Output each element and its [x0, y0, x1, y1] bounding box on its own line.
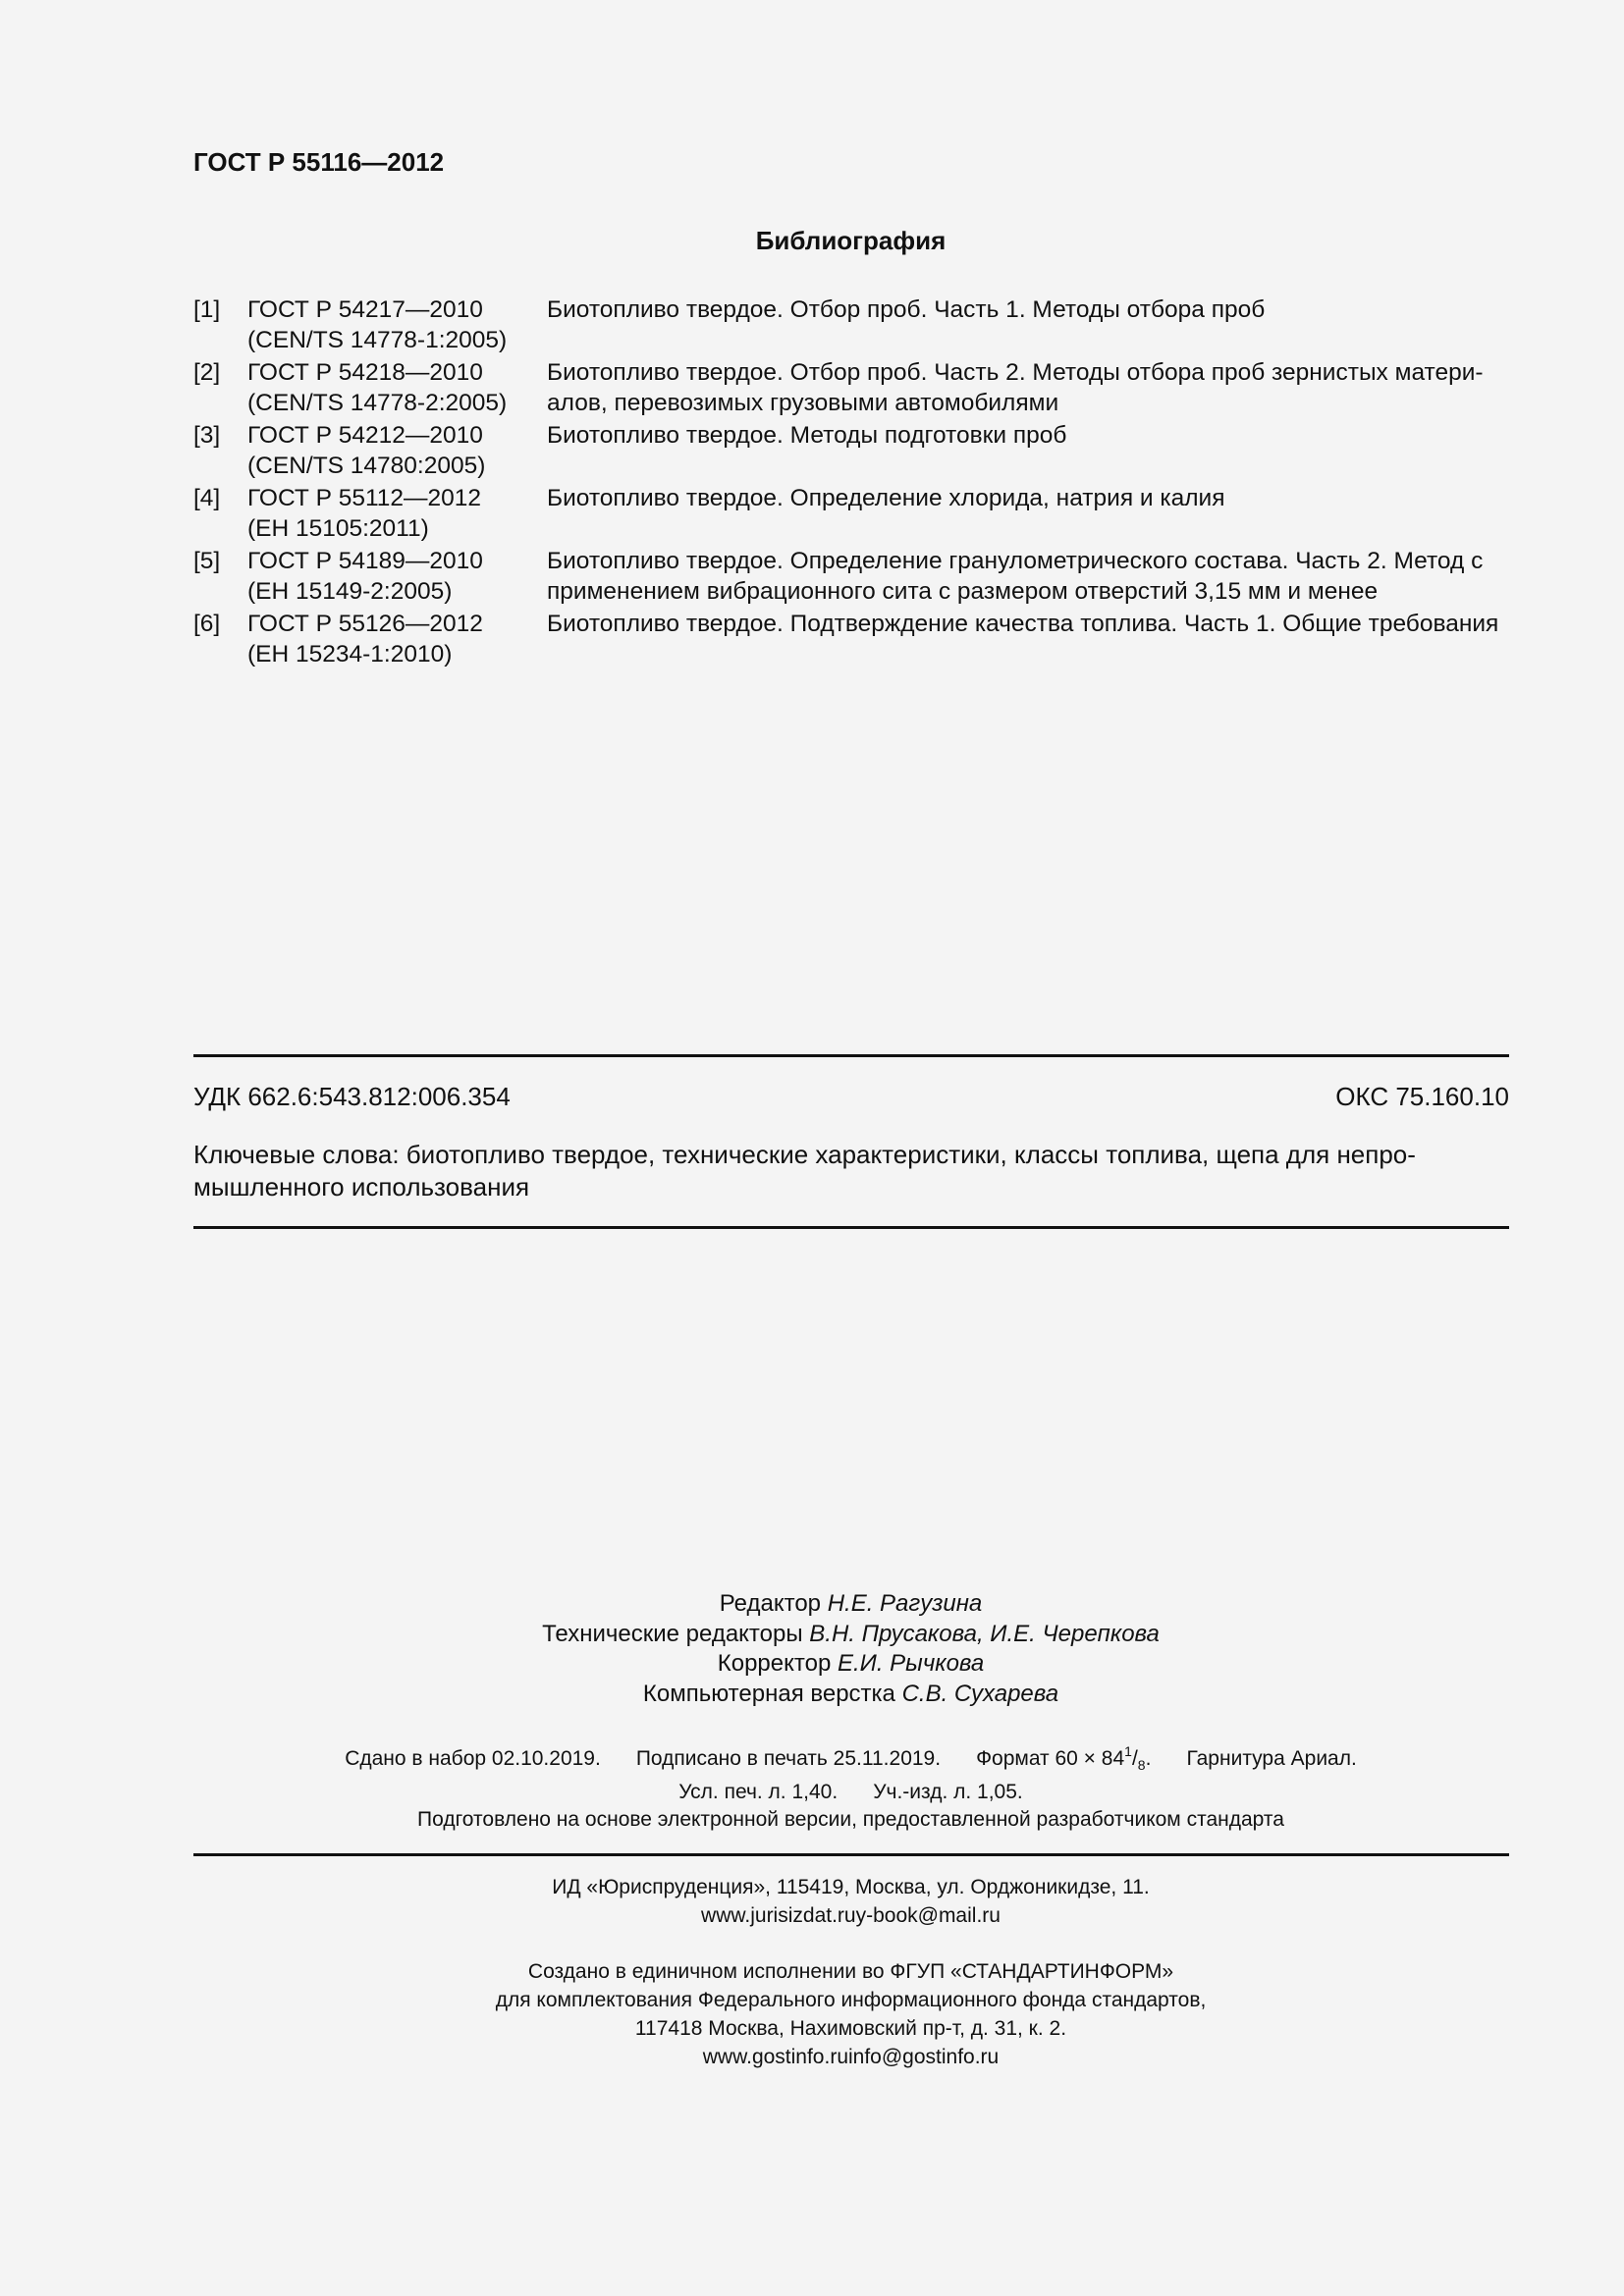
item-code: ГОСТ Р 54218—2010 (CEN/TS 14778-2:2005): [247, 359, 508, 416]
item-title: Биотопливо твердое. Подтверждение качества топлива. Часть 1. Общие требования: [547, 611, 1499, 637]
prepared-note: Подготовлено на основе электронной версии, предоставленной разработчиком стандарта: [417, 1808, 1284, 1831]
item-number: [4]: [193, 485, 221, 511]
bibliography-item: [193, 609, 1509, 669]
bibliography-item: [193, 546, 1509, 607]
publisher-info: ИД «Юриспруденция», 115419, Москва, ул. Орджоникидзе, 11. www.jurisizdat.ruy-book@mail.ru: [552, 1876, 1150, 1927]
bibliography-item: [193, 294, 1509, 355]
item-title: Биотопливо твердое. Методы подготовки проб: [547, 422, 1067, 449]
bibliography-item: [193, 420, 1509, 481]
bibliography-title: Библиография: [755, 226, 947, 255]
editor-line: Редактор Н.Е. Рагузина: [719, 1590, 983, 1617]
print-info: Сдано в набор 02.10.2019. Подписано в печать 25.11.2019. Формат $60 \times 84^1/_8$. Гарнитура Ариал. Усл. печ. л. 1,40. Уч.-изд. л. 1,05.: [345, 1743, 1357, 1803]
udk-code: УДК 662.6:543.812:006.354: [193, 1082, 511, 1111]
item-code: ГОСТ Р 54217—2010 (CEN/TS 14778-1:2005): [247, 296, 508, 353]
item-title: Биотопливо твердое. Отбор проб. Часть 1. Методы отбора проб: [547, 296, 1266, 323]
bibliography-item: [193, 357, 1509, 418]
bibliography-list: [193, 294, 1509, 671]
bibliography-item: [193, 483, 1509, 544]
credits: [0, 1589, 1624, 1709]
oks-code: ОКС 75.160.10: [1335, 1082, 1509, 1111]
gostinfo-email-link[interactable]: info@gostinfo.ru: [848, 2046, 1000, 2068]
item-code: ГОСТ Р 54212—2010 (CEN/TS 14780:2005): [247, 422, 486, 479]
item-title: Биотопливо твердое. Определение хлорида, натрия и калия: [547, 485, 1225, 511]
divider: [193, 1853, 1509, 1856]
item-number: [1]: [193, 296, 221, 323]
item-code: ГОСТ Р 55112—2012 (EH 15105:2011): [247, 485, 482, 542]
keywords: Ключевые слова: биотопливо твердое, технические характеристики, классы топлива, щепа для непро- мышленного использования: [193, 1140, 1416, 1201]
layout-line: Компьютерная верстка С.В. Сухарева: [642, 1680, 1059, 1707]
document-id: ГОСТ Р 55116—2012: [193, 147, 445, 177]
divider: [193, 1054, 1509, 1057]
gostinfo-site-link[interactable]: www.gostinfo.ru: [702, 2046, 848, 2068]
item-title: Биотопливо твердое. Отбор проб. Часть 2. Методы отбора проб зернистых матери- алов, перевозимых грузовыми автомобилями: [547, 359, 1484, 416]
item-code: ГОСТ Р 54189—2010 (EH 15149-2:2005): [247, 548, 483, 605]
tech-editors-line: Технические редакторы В.Н. Прусакова, И.Е. Черепкова: [542, 1620, 1160, 1647]
item-number: [3]: [193, 422, 221, 449]
corrector-line: Корректор Е.И. Рычкова: [717, 1650, 985, 1677]
publisher-site-link[interactable]: www.jurisizdat.ru: [701, 1904, 856, 1927]
item-number: [5]: [193, 548, 221, 574]
item-code: ГОСТ Р 55126—2012 (EH 15234-1:2010): [247, 611, 483, 667]
publisher-email-link[interactable]: y-book@mail.ru: [855, 1904, 1001, 1927]
item-number: [6]: [193, 611, 221, 637]
item-title: Биотопливо твердое. Определение гранулометрического состава. Часть 2. Метод с применением вибрационного сита с размером отверстий 3,15 мм и менее: [547, 548, 1484, 605]
divider: [193, 1226, 1509, 1229]
item-number: [2]: [193, 359, 221, 386]
created-info: Создано в единичном исполнении во ФГУП «СТАНДАРТИНФОРМ» для комплектования Федерального информационного фонда стандартов, 117418 Москва, Нахимовский пр-т, д. 31, к. 2. www.gostinfo.ruinfo@gostinfo.ru: [495, 1960, 1207, 2068]
